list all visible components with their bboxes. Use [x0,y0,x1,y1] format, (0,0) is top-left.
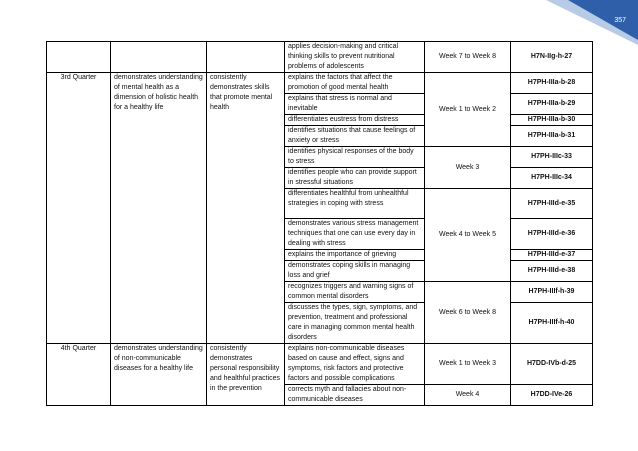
code-cell: H7DD-IVb-d-25 [511,344,593,385]
week-cell: Week 6 to Week 8 [425,282,511,344]
competency-cell: corrects myth and fallacies about non-communicable diseases [285,385,425,406]
week-cell: Week 1 to Week 3 [425,344,511,385]
competency-cell: recognizes triggers and warning signs of common mental disorders [285,282,425,303]
table-row [47,42,593,73]
code-cell: H7PH-IIId-e-38 [511,261,593,282]
code-cell: H7PH-IIIc-34 [511,168,593,189]
code-cell: H7PH-IIIa-b-30 [511,115,593,126]
competency-cell: discusses the types, sign, symptoms, and prevention, treatment and professional care in managing common mental health disorders [285,303,425,344]
week-cell: Week 7 to Week 8 [425,42,511,73]
competency-cell: explains the importance of grieving [285,250,425,261]
code-cell: H7PH-IIIc-33 [511,147,593,168]
code-cell: H7PH-IIIf-h-39 [511,282,593,303]
content-standard-cell: demonstrates understanding of mental health as a dimension of holistic health for a healthy life [111,73,207,344]
performance-standard-cell: consistently demonstrates personal responsibility and healthful practices in the prevention [207,344,285,406]
content-standard-cell: demonstrates understanding of non-communicable diseases for a healthy life [111,344,207,406]
week-cell: Week 3 [425,147,511,189]
table-row [47,344,593,385]
week-cell: Week 4 to Week 5 [425,189,511,282]
performance-standard-cell [207,42,285,73]
code-cell: H7N-IIg-h-27 [511,42,593,73]
quarter-cell: 3rd Quarter [47,73,111,344]
code-cell: H7PH-IIId-e-35 [511,189,593,219]
week-cell: Week 4 [425,385,511,406]
competency-cell: differentiates healthful from unhealthful strategies in coping with stress [285,189,425,219]
curriculum-table [46,41,593,406]
competency-cell: applies decision-making and critical thinking skills to prevent nutritional problems of adolescents [285,42,425,73]
competency-cell: differentiates eustress from distress [285,115,425,126]
performance-standard-cell: consistently demonstrates skills that promote mental health [207,73,285,344]
code-cell: H7DD-IVe-26 [511,385,593,406]
competency-cell: identifies situations that cause feelings of anxiety or stress [285,126,425,147]
code-cell: H7PH-IIId-e-36 [511,219,593,250]
competency-cell: explains that stress is normal and inevitable [285,94,425,115]
code-cell: H7PH-IIId-e-37 [511,250,593,261]
code-cell: H7PH-IIIa-b-31 [511,126,593,147]
code-cell: H7PH-IIIa-b-29 [511,94,593,115]
quarter-cell [47,42,111,73]
content-standard-cell [111,42,207,73]
competency-cell: identifies people who can provide support in stressful situations [285,168,425,189]
page-number: 357 [614,17,626,24]
competency-cell: demonstrates coping skills in managing loss and grief [285,261,425,282]
quarter-cell: 4th Quarter [47,344,111,406]
table-row [47,73,593,94]
code-cell: H7PH-IIIf-h-40 [511,303,593,344]
competency-cell: explains the factors that affect the promotion of good mental health [285,73,425,94]
competency-cell: identifies physical responses of the body to stress [285,147,425,168]
competency-cell: demonstrates various stress management techniques that one can use every day in dealing with stress [285,219,425,250]
competency-cell: explains non-communicable diseases based on cause and effect, signs and symptoms, risk factors and protective factors and possible complications [285,344,425,385]
code-cell: H7PH-IIIa-b-28 [511,73,593,94]
week-cell: Week 1 to Week 2 [425,73,511,147]
